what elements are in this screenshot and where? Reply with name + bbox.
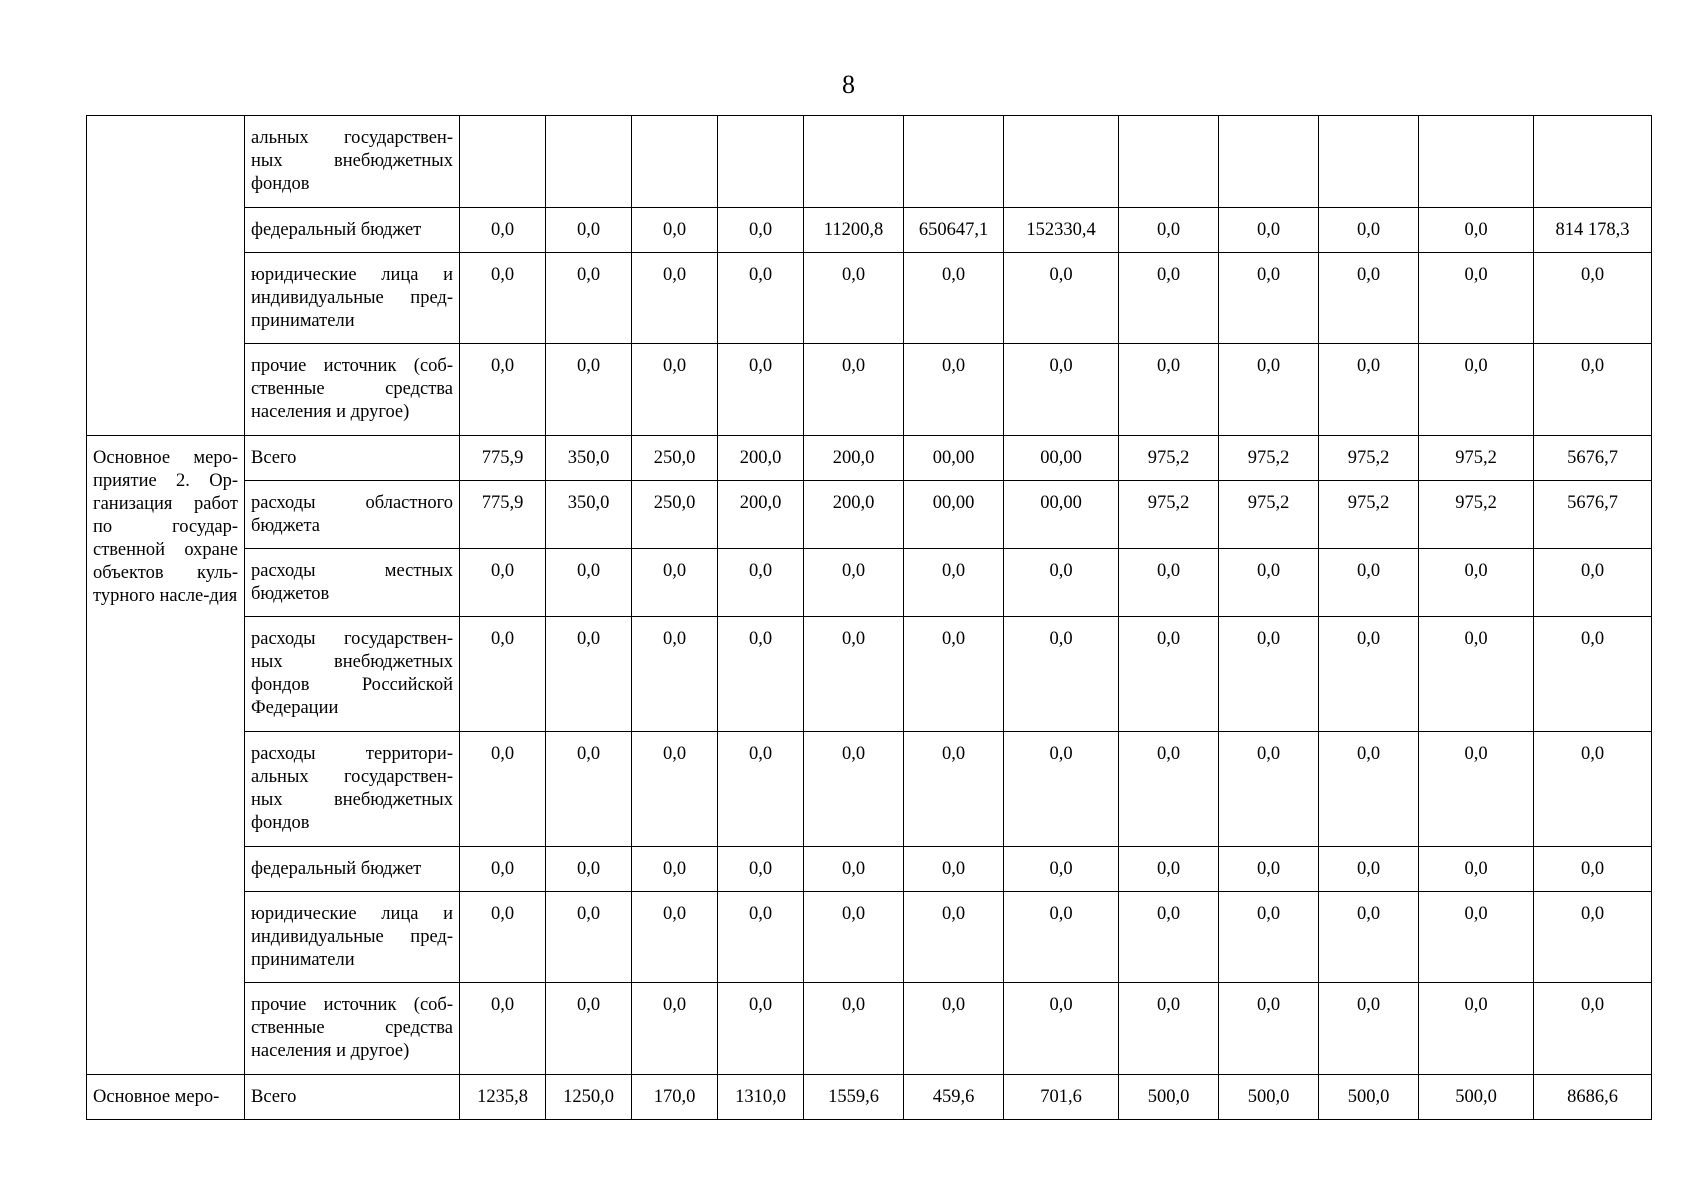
value-cell: 814 178,3 <box>1534 208 1652 253</box>
value-cell: 0,0 <box>460 344 546 436</box>
value-cell: 0,0 <box>460 892 546 983</box>
value-cell: 0,0 <box>1534 892 1652 983</box>
value-cell: 170,0 <box>632 1075 718 1120</box>
value-cell: 0,0 <box>804 892 904 983</box>
funding-source-cell: федеральный бюджет <box>245 208 460 253</box>
event-name: Основное меро-приятие 2. Ор-ганизация работ по государ-ственной охране объектов куль-турного насле-дия <box>93 448 238 606</box>
value-cell: 0,0 <box>1219 732 1319 847</box>
value-cell: 200,0 <box>804 481 904 549</box>
value-cell: 0,0 <box>1004 732 1119 847</box>
value-cell: 0,0 <box>718 732 804 847</box>
event-name-cell <box>87 436 245 1075</box>
value-cell: 0,0 <box>460 983 546 1075</box>
value-cell: 0,0 <box>546 549 632 617</box>
value-cell: 0,0 <box>804 847 904 892</box>
funding-source-cell: расходы территори-альных государствен-ных внебюджетных фондов <box>245 732 460 847</box>
value-cell: 0,0 <box>632 549 718 617</box>
value-cell: 200,0 <box>718 481 804 549</box>
value-cell: 0,0 <box>1119 344 1219 436</box>
value-cell: 0,0 <box>546 253 632 344</box>
value-cell: 500,0 <box>1319 1075 1419 1120</box>
value-cell: 11200,8 <box>804 208 904 253</box>
funding-source-cell: Всего <box>245 1075 460 1120</box>
value-cell: 500,0 <box>1419 1075 1534 1120</box>
event-name-cell <box>87 116 245 436</box>
value-cell: 0,0 <box>632 847 718 892</box>
value-cell: 0,0 <box>1004 549 1119 617</box>
value-cell: 250,0 <box>632 436 718 481</box>
value-cell: 459,6 <box>904 1075 1004 1120</box>
funding-source-cell: расходы областного бюджета <box>245 481 460 549</box>
event-name: Основное меро- <box>93 1087 220 1107</box>
value-cell: 0,0 <box>718 983 804 1075</box>
value-cell: 0,0 <box>1119 208 1219 253</box>
value-cell <box>1419 116 1534 208</box>
value-cell: 0,0 <box>1319 732 1419 847</box>
value-cell: 00,00 <box>1004 481 1119 549</box>
table-row <box>87 983 1652 1075</box>
funding-source-cell: юридические лица и индивидуальные пред-приниматели <box>245 253 460 344</box>
value-cell: 975,2 <box>1419 436 1534 481</box>
event-name-cell <box>87 1075 245 1120</box>
value-cell: 0,0 <box>1419 253 1534 344</box>
value-cell: 0,0 <box>804 617 904 732</box>
funding-source-cell: расходы государствен-ных внебюджетных фондов Российской Федерации <box>245 617 460 732</box>
value-cell: 500,0 <box>1219 1075 1319 1120</box>
funding-source-cell: прочие источник (соб-ственные средства населения и другое) <box>245 983 460 1075</box>
table-row <box>87 253 1652 344</box>
value-cell: 152330,4 <box>1004 208 1119 253</box>
value-cell: 975,2 <box>1219 481 1319 549</box>
value-cell: 0,0 <box>460 847 546 892</box>
value-cell: 0,0 <box>904 344 1004 436</box>
value-cell: 0,0 <box>632 253 718 344</box>
value-cell: 8686,6 <box>1534 1075 1652 1120</box>
value-cell: 00,00 <box>1004 436 1119 481</box>
value-cell: 0,0 <box>1419 549 1534 617</box>
value-cell: 0,0 <box>1004 617 1119 732</box>
value-cell: 0,0 <box>546 208 632 253</box>
value-cell: 975,2 <box>1119 481 1219 549</box>
value-cell: 0,0 <box>460 617 546 732</box>
value-cell: 0,0 <box>546 892 632 983</box>
value-cell: 0,0 <box>1419 847 1534 892</box>
value-cell: 0,0 <box>1219 253 1319 344</box>
value-cell: 1250,0 <box>546 1075 632 1120</box>
value-cell: 0,0 <box>632 983 718 1075</box>
value-cell: 5676,7 <box>1534 436 1652 481</box>
value-cell <box>632 116 718 208</box>
value-cell: 0,0 <box>1004 983 1119 1075</box>
funding-source-cell: Всего <box>245 436 460 481</box>
value-cell: 0,0 <box>546 344 632 436</box>
value-cell: 0,0 <box>904 892 1004 983</box>
value-cell: 0,0 <box>1534 847 1652 892</box>
value-cell: 0,0 <box>1534 253 1652 344</box>
value-cell: 0,0 <box>1119 892 1219 983</box>
value-cell: 1559,6 <box>804 1075 904 1120</box>
value-cell <box>1119 116 1219 208</box>
funding-source-cell: юридические лица и индивидуальные пред-приниматели <box>245 892 460 983</box>
value-cell: 0,0 <box>804 253 904 344</box>
value-cell: 0,0 <box>1534 983 1652 1075</box>
value-cell: 350,0 <box>546 481 632 549</box>
value-cell: 0,0 <box>1119 253 1219 344</box>
funding-source-cell: альных государствен-ных внебюджетных фондов <box>245 116 460 208</box>
value-cell: 0,0 <box>1119 732 1219 847</box>
value-cell: 0,0 <box>1319 847 1419 892</box>
value-cell: 0,0 <box>1004 847 1119 892</box>
value-cell: 975,2 <box>1119 436 1219 481</box>
value-cell: 0,0 <box>718 208 804 253</box>
value-cell: 975,2 <box>1319 436 1419 481</box>
value-cell: 0,0 <box>1219 549 1319 617</box>
value-cell: 1310,0 <box>718 1075 804 1120</box>
value-cell: 00,00 <box>904 481 1004 549</box>
value-cell: 0,0 <box>460 549 546 617</box>
value-cell: 0,0 <box>546 847 632 892</box>
value-cell: 0,0 <box>1219 892 1319 983</box>
value-cell: 0,0 <box>1419 892 1534 983</box>
value-cell: 0,0 <box>1219 847 1319 892</box>
funding-source-cell: прочие источник (соб-ственные средства населения и другое) <box>245 344 460 436</box>
value-cell: 0,0 <box>1119 549 1219 617</box>
value-cell: 500,0 <box>1119 1075 1219 1120</box>
value-cell: 0,0 <box>460 253 546 344</box>
table-row <box>87 481 1652 549</box>
page-number: 8 <box>842 70 855 99</box>
value-cell: 0,0 <box>1219 208 1319 253</box>
value-cell: 0,0 <box>804 549 904 617</box>
value-cell: 650647,1 <box>904 208 1004 253</box>
value-cell: 0,0 <box>904 617 1004 732</box>
value-cell: 975,2 <box>1419 481 1534 549</box>
value-cell: 0,0 <box>1319 892 1419 983</box>
value-cell: 0,0 <box>804 344 904 436</box>
value-cell: 1235,8 <box>460 1075 546 1120</box>
value-cell: 0,0 <box>632 732 718 847</box>
value-cell <box>718 116 804 208</box>
value-cell <box>1004 116 1119 208</box>
value-cell: 0,0 <box>1219 617 1319 732</box>
value-cell: 775,9 <box>460 481 546 549</box>
value-cell: 0,0 <box>1319 208 1419 253</box>
value-cell: 0,0 <box>1219 344 1319 436</box>
value-cell: 0,0 <box>546 617 632 732</box>
value-cell <box>804 116 904 208</box>
value-cell: 0,0 <box>1119 617 1219 732</box>
value-cell: 0,0 <box>1219 983 1319 1075</box>
value-cell: 0,0 <box>1534 549 1652 617</box>
table-row <box>87 732 1652 847</box>
value-cell <box>904 116 1004 208</box>
value-cell: 0,0 <box>904 732 1004 847</box>
value-cell <box>1534 116 1652 208</box>
value-cell: 0,0 <box>904 549 1004 617</box>
value-cell <box>460 116 546 208</box>
value-cell: 0,0 <box>1419 344 1534 436</box>
funding-source-cell: федеральный бюджет <box>245 847 460 892</box>
value-cell: 975,2 <box>1319 481 1419 549</box>
value-cell: 0,0 <box>1119 983 1219 1075</box>
value-cell: 0,0 <box>1419 983 1534 1075</box>
table-row <box>87 1075 1652 1120</box>
value-cell: 0,0 <box>1119 847 1219 892</box>
value-cell: 0,0 <box>1534 617 1652 732</box>
value-cell: 0,0 <box>1319 253 1419 344</box>
value-cell: 0,0 <box>1319 549 1419 617</box>
budget-table <box>86 115 1652 1120</box>
value-cell: 0,0 <box>718 253 804 344</box>
value-cell: 0,0 <box>1534 344 1652 436</box>
value-cell: 775,9 <box>460 436 546 481</box>
value-cell: 0,0 <box>1319 983 1419 1075</box>
value-cell: 0,0 <box>718 344 804 436</box>
value-cell: 00,00 <box>904 436 1004 481</box>
value-cell: 0,0 <box>632 892 718 983</box>
value-cell <box>546 116 632 208</box>
value-cell: 0,0 <box>1419 208 1534 253</box>
value-cell: 0,0 <box>1319 617 1419 732</box>
value-cell: 0,0 <box>1319 344 1419 436</box>
table-row <box>87 436 1652 481</box>
value-cell: 701,6 <box>1004 1075 1119 1120</box>
value-cell: 5676,7 <box>1534 481 1652 549</box>
table-row <box>87 617 1652 732</box>
table-row <box>87 344 1652 436</box>
value-cell: 0,0 <box>1004 892 1119 983</box>
value-cell: 0,0 <box>718 847 804 892</box>
value-cell: 0,0 <box>1004 253 1119 344</box>
value-cell: 0,0 <box>546 983 632 1075</box>
table-row <box>87 208 1652 253</box>
value-cell: 975,2 <box>1219 436 1319 481</box>
value-cell: 0,0 <box>904 847 1004 892</box>
value-cell: 250,0 <box>632 481 718 549</box>
value-cell: 0,0 <box>804 732 904 847</box>
value-cell: 0,0 <box>718 892 804 983</box>
funding-source-cell: расходы местных бюджетов <box>245 549 460 617</box>
value-cell <box>1219 116 1319 208</box>
value-cell: 0,0 <box>1419 617 1534 732</box>
value-cell: 0,0 <box>632 617 718 732</box>
table-row <box>87 847 1652 892</box>
value-cell: 0,0 <box>632 208 718 253</box>
value-cell <box>1319 116 1419 208</box>
value-cell: 0,0 <box>1534 732 1652 847</box>
value-cell: 0,0 <box>904 983 1004 1075</box>
value-cell: 0,0 <box>460 208 546 253</box>
value-cell: 0,0 <box>904 253 1004 344</box>
value-cell: 0,0 <box>546 732 632 847</box>
value-cell: 0,0 <box>632 344 718 436</box>
value-cell: 200,0 <box>718 436 804 481</box>
value-cell: 0,0 <box>718 617 804 732</box>
table-row <box>87 116 1652 208</box>
value-cell: 0,0 <box>718 549 804 617</box>
value-cell: 0,0 <box>460 732 546 847</box>
value-cell: 200,0 <box>804 436 904 481</box>
value-cell: 0,0 <box>1419 732 1534 847</box>
value-cell: 350,0 <box>546 436 632 481</box>
table-row <box>87 892 1652 983</box>
value-cell: 0,0 <box>804 983 904 1075</box>
table-row <box>87 549 1652 617</box>
value-cell: 0,0 <box>1004 344 1119 436</box>
